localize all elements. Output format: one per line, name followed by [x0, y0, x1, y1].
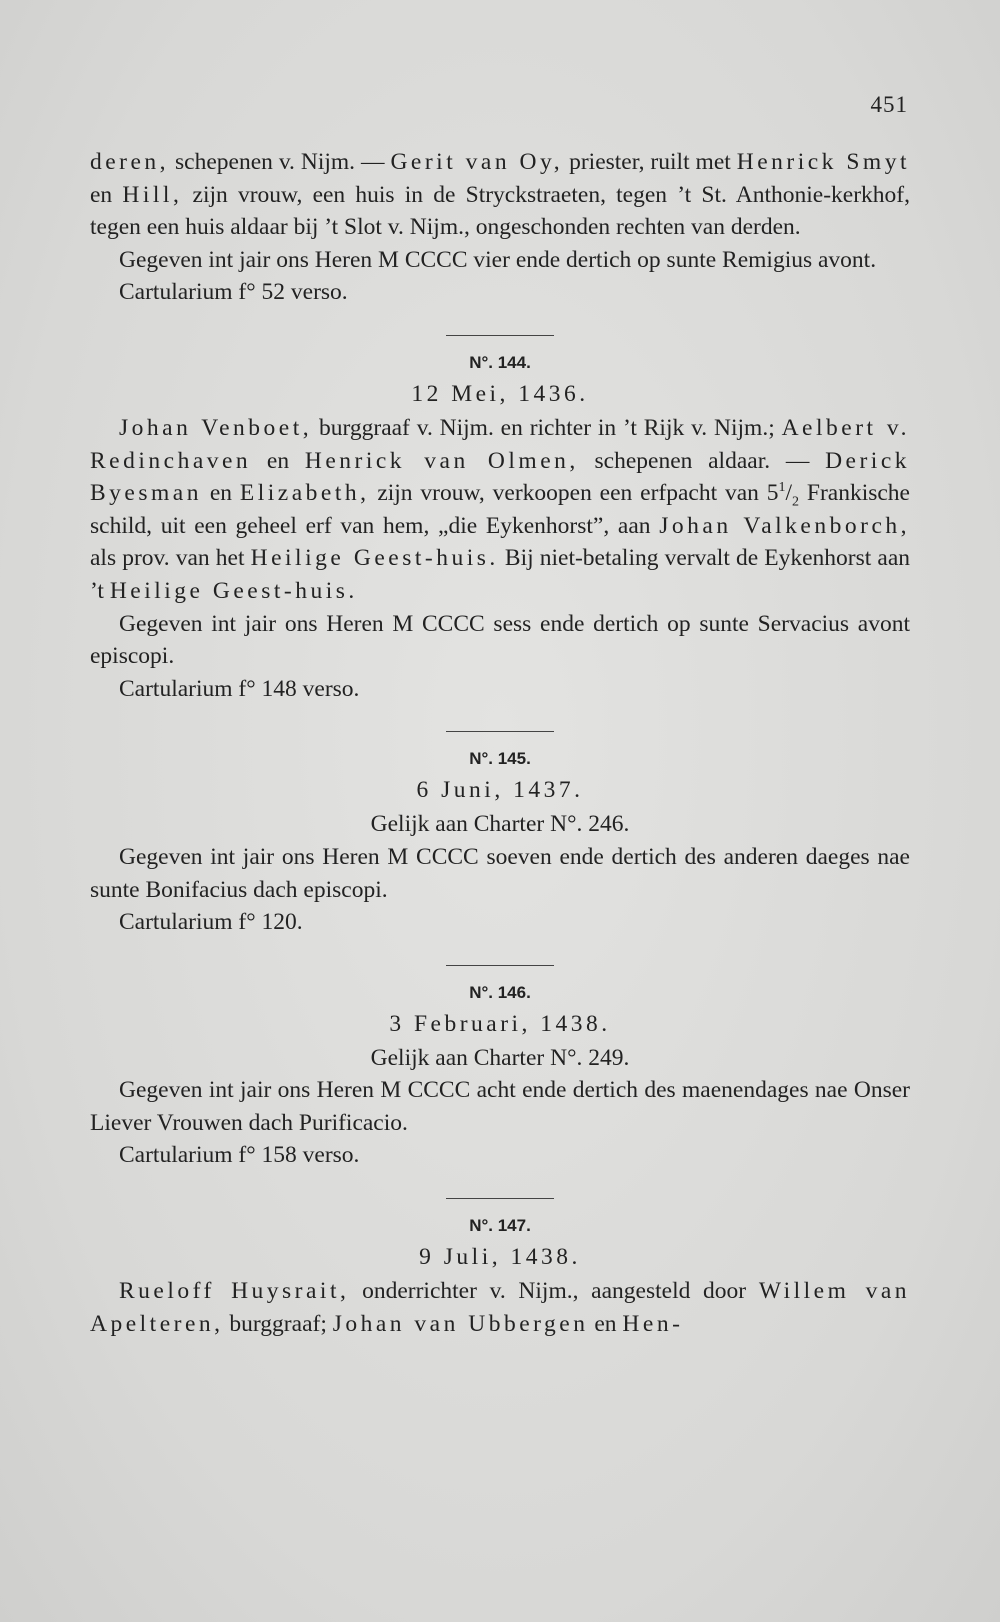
source-reference: Cartularium f° 158 verso. — [119, 1142, 360, 1169]
source-reference: Cartularium f° 148 verso. — [119, 675, 360, 702]
given-clause: Gegeven int jair ons Heren M CCCC soeven ende dertich des anderen daeges nae sunte Bonifacius dach episcopi. — [90, 843, 910, 903]
person-name: Willem van Apelteren, — [90, 1278, 910, 1337]
entry-number: N°. 145. — [469, 749, 531, 769]
institution-name: Heilige Geest-huis. — [250, 545, 499, 572]
page-text — [90, 146, 910, 1340]
entry-date: 12 Mei, 1436. — [411, 380, 589, 407]
source-reference: Cartularium f° 120. — [119, 909, 303, 936]
person-name: Johan van Ubbergen — [332, 1310, 589, 1337]
given-clause: Gegeven int jair ons Heren M CCCC sess ende dertich op sunte Servacius avont episcopi. — [90, 610, 910, 670]
entry-date: 9 Juli, 1438. — [419, 1244, 581, 1271]
entry-number: N°. 146. — [469, 982, 531, 1002]
section-divider — [446, 731, 554, 732]
given-clause: Gegeven int jair ons Heren M CCCC vier ende dertich op sunte Remigius avont. — [119, 246, 877, 273]
entry-number: N°. 144. — [469, 352, 531, 372]
fraction-denominator: 2 — [792, 494, 800, 510]
entry-number: N°. 147. — [469, 1216, 531, 1236]
person-name: Johan Venboet, — [119, 414, 313, 441]
source-reference: Cartularium f° 52 verso. — [119, 279, 348, 306]
entry-body: Johan Venboet, burggraaf v. Nijm. en richter in ’t Rijk v. Nijm.; Aelbert v. Redinchaven en Henrick van Olmen, schepenen aldaar. — Derick Byesman en Elizabeth, zijn vrouw, verkoopen een erfpacht van $5^1/_2$ Frankische schild, uit een geheel erf van hem, „die Eykenhorst”, aan Johan Valkenborch, als prov. van het Heilige Geest-huis. Bij niet-betaling vervalt de Eykenhorst aan ’t Heilige Geest-huis. — [90, 414, 911, 604]
person-name: Gerit van Oy, — [390, 149, 564, 175]
section-divider — [446, 335, 554, 336]
given-clause: Gegeven int jair ons Heren M CCCC acht ende dertich des maenendages nae Onser Liever Vrouwen dach Purificacio. — [90, 1077, 910, 1136]
fraction-slash: / — [785, 480, 793, 507]
section-divider — [446, 1198, 554, 1199]
charter-reference: Gelijk aan Charter N°. 246. — [370, 811, 630, 838]
person-name: Rueloff Huysrait, — [119, 1278, 350, 1305]
entry-date: 3 Februari, 1438. — [389, 1010, 611, 1037]
person-name: deren, — [90, 149, 170, 175]
person-name: Elizabeth, — [239, 480, 370, 507]
person-name: Derick Byesman — [90, 447, 911, 507]
entry-body: Rueloff Huysrait, onderrichter v. Nijm., aangesteld door Willem van Apelteren, burggraaf; Johan van Ubbergen en Hen- — [90, 1278, 910, 1337]
charter-reference: Gelijk aan Charter N°. 249. — [370, 1044, 630, 1071]
page-number: 451 — [870, 92, 908, 117]
person-name: Johan Valkenborch, — [659, 512, 910, 539]
person-name: Hen- — [622, 1310, 684, 1337]
person-name: Henrick van Olmen, — [304, 447, 579, 474]
fraction-numerator: 1 — [778, 480, 786, 496]
person-name: Hill, — [122, 181, 183, 208]
record-continuation: deren, schepenen v. Nijm. — Gerit van Oy, priester, ruilt met Henrick Smyt en Hill, zijn vrouw, een huis in de Stryckstraeten, tegen ’t St. Anthonie-kerkhof, tegen een huis aldaar bij ’t Slot v. Nijm., ongeschonden rechten van derden. — [90, 149, 910, 241]
institution-name: Heilige Geest-huis. — [109, 577, 358, 604]
section-divider — [446, 965, 554, 966]
person-name: Aelbert v. Redinchaven — [90, 414, 910, 474]
person-name: Henrick Smyt — [736, 149, 910, 175]
entry-date: 6 Juni, 1437. — [416, 777, 584, 804]
